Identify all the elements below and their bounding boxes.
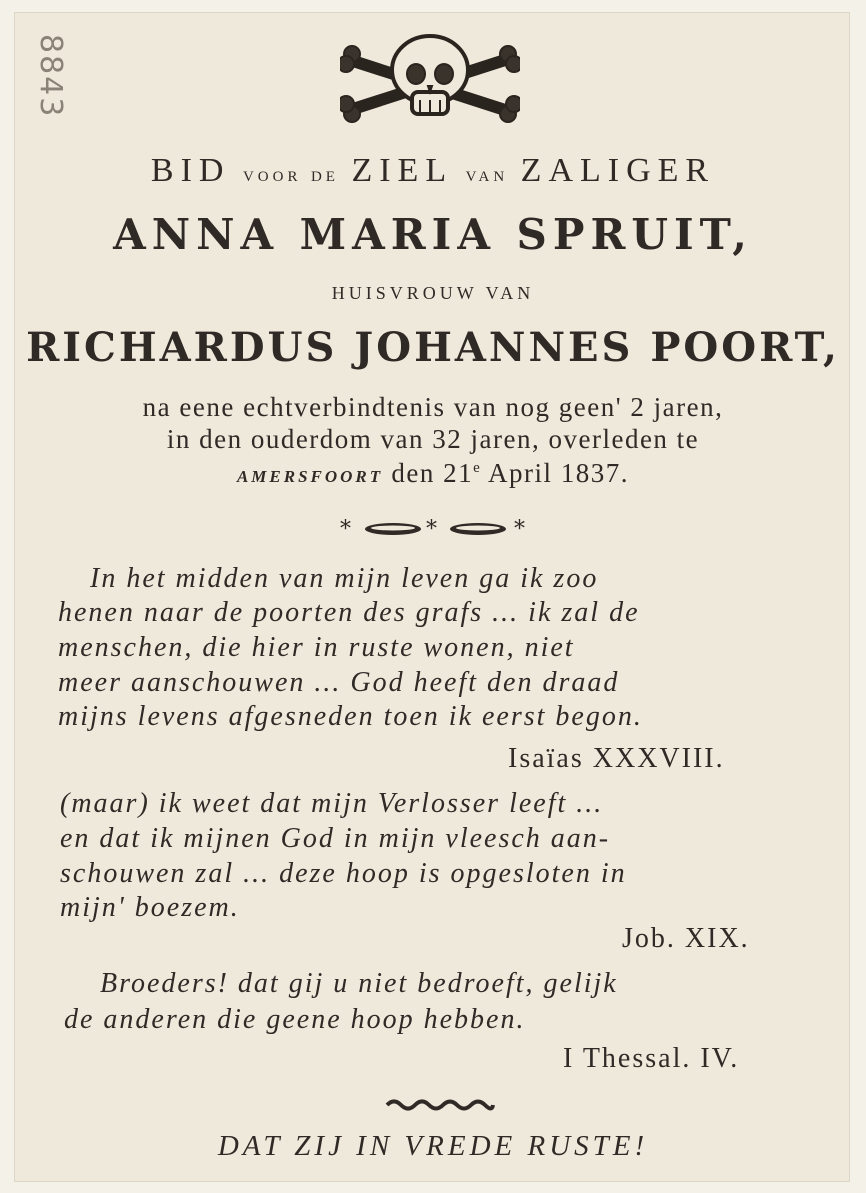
heading-voor-de: voor de	[242, 161, 339, 186]
quote-1-line-2: henen naar de poorten des grafs ... ik zal de	[58, 597, 640, 628]
quote-1-line-1: In het midden van mijn leven ga ik zoo	[90, 563, 599, 594]
quote-2-line-3: schouwen zal ... deze hoop is opgesloten in	[60, 858, 627, 889]
spouse-name: RICHARDUS JOHANNES POORT,	[26, 324, 840, 371]
heading-zaliger: ZALIGER	[520, 152, 716, 189]
date-suffix: April 1837.	[481, 458, 630, 488]
heading-ziel: ZIEL	[351, 152, 454, 189]
quote-3-line-1: Broeders! dat gij u niet bedroeft, gelijk	[100, 968, 618, 999]
prayer-heading	[0, 152, 866, 190]
closing-line: DAT ZIJ IN VREDE RUSTE!	[217, 1130, 649, 1162]
quote-1-reference: Isaïas XXXVIII.	[508, 743, 725, 774]
quote-3-line-2: de anderen die geene hoop hebben.	[64, 1004, 526, 1035]
quote-2-line-2: en dat ik mijnen God in mijn vleesch aan-	[60, 823, 611, 854]
quote-2-line-4: mijn' boezem.	[60, 892, 240, 923]
deceased-name: ANNA MARIA SPRUIT,	[113, 210, 753, 259]
quote-1-line-3: menschen, die hier in ruste wonen, niet	[58, 632, 575, 663]
relation-label: HUISVROUW VAN	[331, 283, 535, 303]
date-superscript: e	[473, 460, 482, 476]
detail-line-3	[0, 458, 866, 489]
detail-line-1: na eene echtverbindtenis van nog geen' 2 jaren,	[142, 392, 724, 422]
svg-text:*: *	[340, 517, 351, 542]
skull-and-crossbones-icon	[340, 30, 520, 130]
quote-1-line-4: meer aanschouwen ... God heeft den draad	[58, 667, 620, 698]
heading-bid: BID	[150, 152, 231, 189]
wavy-rule-icon	[385, 1096, 495, 1114]
quote-2-line-1: (maar) ik weet dat mijn Verlosser leeft ...	[60, 788, 604, 819]
heading-van: van	[465, 161, 509, 186]
quote-2-reference: Job. XIX.	[622, 923, 750, 954]
city-name: AMERSFOORT	[236, 467, 384, 486]
date-prefix: den 21	[391, 458, 474, 488]
svg-text:*: *	[426, 517, 437, 542]
detail-line-2: in den ouderdom van 32 jaren, overleden te	[166, 424, 700, 454]
quote-3-reference: I Thessal. IV.	[563, 1043, 740, 1074]
ornamental-divider-icon	[338, 516, 538, 542]
quote-1-line-5: mijns levens afgesneden toen ik eerst begon.	[58, 701, 643, 732]
archive-number: 8843	[33, 34, 68, 119]
svg-text:*: *	[514, 517, 525, 542]
